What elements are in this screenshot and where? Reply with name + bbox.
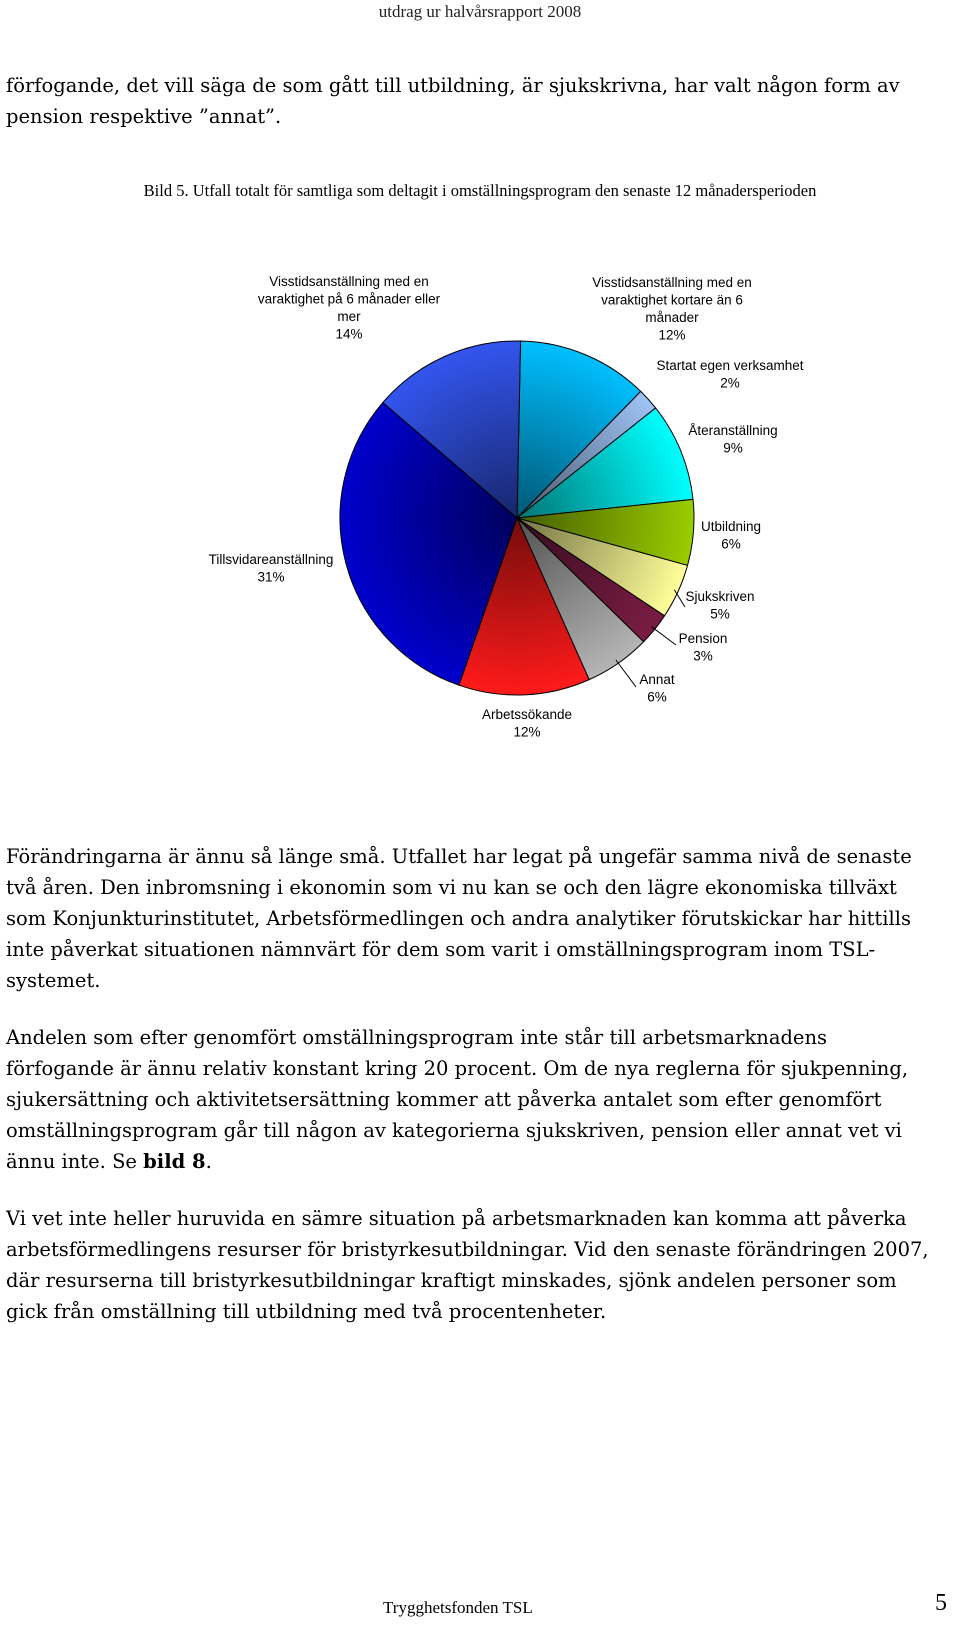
- figure-label: Bild 5.: [143, 181, 189, 200]
- body-paragraph-1: Förändringarna är ännu så länge små. Utfallet har legat på ungefär samma nivå de senaste två åren. Den inbromsning i ekonomin som vi nu kan se och den lägre ekonomiska tillväxt som Konjunkturinstitutet, Arbetsförmedlingen och andra analytiker förutskickar har hittills inte påverkat situationen nämnvärt för dem som varit i omställningsprogram inom TSL-systemet.: [6, 845, 912, 992]
- figure-caption: [0, 181, 960, 201]
- page-number: 5: [935, 1590, 947, 1616]
- slice-label-4: Utbildning 6%: [700, 519, 762, 552]
- leader-line-5: [674, 590, 685, 607]
- slice-label-5: Sjukskriven 5%: [685, 589, 755, 622]
- slice-label-7: Annat 6%: [639, 672, 675, 705]
- slice-label-6: Pension 3%: [678, 631, 728, 664]
- slice-label-3: Återanställning 9%: [688, 423, 778, 456]
- slice-label-10: Visstidsanställning med en varaktighet på 6 månader eller mer 14%: [257, 274, 441, 342]
- intro-paragraph: förfogande, det vill säga de som gått till utbildning, är sjukskrivna, har valt någon form av pension respektive ”annat”.: [6, 74, 900, 128]
- pie-chart: [0, 240, 960, 780]
- slice-label-9: Tillsvidareanställning 31%: [208, 552, 334, 585]
- slice-label-2: Startat egen verksamhet 2%: [656, 358, 804, 391]
- paragraph-2-text: Andelen som efter genomfört omställningsprogram inte står till arbetsmarknadens förfogande är ännu relativ konstant kring 20 procent. Om de nya reglerna för sjukpenning, sjukersättning och aktivitetsersättning kommer att påverka antalet som efter genomfört omställningsprogram går till någon av kategorierna sjukskriven, pension eller annat vet vi ännu inte. Se: [6, 1026, 909, 1173]
- slice-label-8: Arbetssökande 12%: [481, 707, 573, 740]
- paragraph-2-end: .: [205, 1150, 212, 1173]
- leader-line-6: [652, 627, 677, 645]
- page-header: utdrag ur halvårsrapport 2008: [378, 2, 582, 21]
- figure-reference: bild 8: [143, 1150, 206, 1173]
- leader-line-7: [616, 660, 636, 687]
- footer-org: Trygghetsfonden TSL: [383, 1598, 533, 1617]
- figure-caption-text: Utfall totalt för samtliga som deltagit i omställningsprogram den senaste 12 månadersperioden: [192, 181, 817, 200]
- body-paragraph-3: Vi vet inte heller huruvida en sämre situation på arbetsmarknaden kan komma att påverka arbetsförmedlingens resurser för bristyrkesutbildningar. Vid den senaste förändringen 2007, där resurserna till bristyrkesutbildningar kraftigt minskades, sjönk andelen personer som gick från omställning till utbildning med två procentenheter.: [6, 1207, 929, 1323]
- body-paragraph-2: [6, 1022, 941, 1177]
- slice-label-1: Visstidsanställning med en varaktighet kortare än 6 månader 12%: [592, 275, 752, 343]
